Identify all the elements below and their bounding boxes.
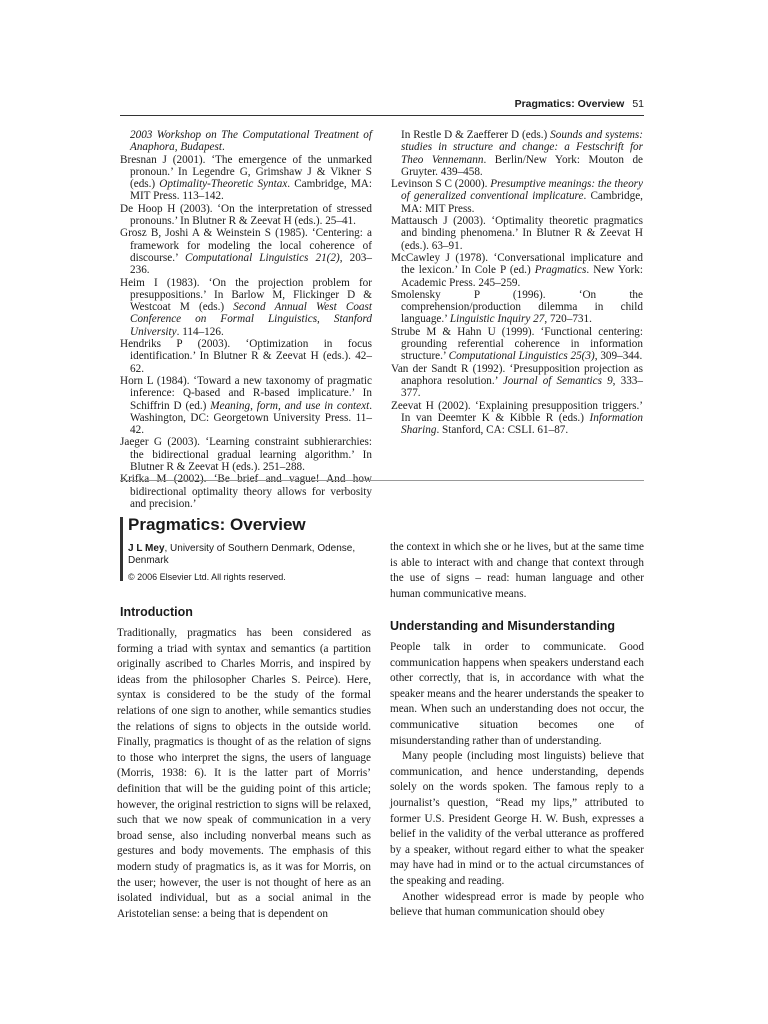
reference-text: McCawley J (1978). ‘Conversational implicature and the lexicon.’ In Cole P (ed.) [391, 251, 643, 277]
reference-text: Levinson S C (2000). [391, 178, 491, 191]
section-separator [120, 480, 644, 481]
reference-text: Zeevat H (2002). ‘Explaining presupposition triggers.’ In van Deemter K & Kibble R (eds.) [391, 399, 643, 424]
reference-entry [391, 289, 643, 326]
reference-text: Jaeger G (2003). ‘Learning constraint subhierarchies: the bidirectional gradual learning algorithm.’ In Blutner R & Zeevat H (eds.). 251–288. [120, 436, 372, 474]
reference-entry [391, 178, 643, 215]
author-line [128, 543, 378, 567]
reference-entry [120, 129, 372, 154]
reference-text: Van der Sandt R (1992). ‘Presupposition projection as anaphora resolution.’ [391, 362, 643, 387]
reference-italic-title: Computational Linguistics 25(3) [448, 350, 595, 363]
reference-entry [391, 400, 643, 437]
continuation-paragraph: the context in which she or he lives, but at the same time is able to interact with and change that context through the use of signs – read: human language and other human communicative means. [390, 541, 644, 600]
reference-text: Mattausch J (2003). ‘Optimality theoretic pragmatics and binding phenomena.’ In Blutner R & Zeevat H (eds.). 63–91. [391, 215, 643, 252]
reference-text: Smolensky P (1996). ‘On the comprehension/production dilemma in child language.’ [391, 288, 643, 326]
reference-italic-title: Linguistic Inquiry 27 [449, 313, 545, 326]
author-name: J L Mey [128, 543, 165, 554]
reference-italic-title: Computational Linguistics 21(2) [185, 251, 340, 264]
article-title: Pragmatics: Overview [128, 515, 306, 534]
reference-italic-title: 2003 Workshop on The Computational Treatment of Anaphora, Budapest [130, 129, 372, 154]
reference-text-end: . [221, 141, 225, 154]
reference-italic-title: Presumptive meanings: the theory of generalized conventional implicature [401, 178, 643, 203]
body-paragraph: Many people (including most linguists) believe that communication, and hence understanding, depends solely on the words spoken. The famous reply to a journalist’s question, “Read my lips,” attributed to former U.S. President George H. W. Bush, expresses a belief in the validity of the verbal utterance as proffered by a speaker, without regard either to what the speaker may have had in mind or to the actual circumstances of the speaking and reading. [390, 750, 644, 887]
reference-italic-title: Journal of Semantics 9 [502, 374, 613, 387]
reference-italic-title: Second Annual West Coast Conference on Formal Linguistics, Stanford University [130, 301, 372, 338]
reference-entry [120, 227, 372, 276]
copyright-notice: © 2006 Elsevier Ltd. All rights reserved. [128, 572, 286, 582]
reference-text-end: , 203–236. [130, 251, 372, 277]
reference-text: Krifka M (2002). ‘Be brief and vague! And how bidirectional optimality theory allows for verbosity and precision.’ [120, 473, 372, 510]
reference-text-end: , 333–377. [401, 374, 643, 400]
reference-text-end: . New York: Academic Press. 245–259. [401, 264, 643, 289]
references-left-column [120, 129, 372, 510]
reference-text: Bresnan J (2001). ‘The emergence of the unmarked pronoun.’ In Legendre G, Grimshaw J & Vikner S (eds.) [120, 153, 372, 191]
reference-text-end: . Berlin/New York: Mouton de Gruyter. 439–458. [401, 153, 643, 178]
author-affiliation: , University of Southern Denmark, Odense, Denmark [128, 543, 356, 566]
reference-text: Grosz B, Joshi A & Weinstein S (1985). ‘Centering: a framework for modeling the local coherence of discourse.’ [120, 227, 372, 264]
reference-text-end: , 309–344. [594, 350, 643, 363]
reference-entry [120, 277, 372, 338]
reference-italic-title: Pragmatics [534, 264, 587, 277]
reference-entry [391, 129, 643, 178]
understanding-heading: Understanding and Misunderstanding [390, 619, 616, 633]
references-right-column [391, 129, 643, 436]
reference-italic-title: Optimality-Theoretic Syntax [159, 178, 288, 191]
reference-entry [120, 338, 372, 375]
understanding-body [390, 640, 644, 921]
reference-text: In Restle D & Zaefferer D (eds.) [401, 129, 551, 141]
reference-entry [120, 203, 372, 228]
running-head [120, 98, 644, 110]
reference-text: De Hoop H (2003). ‘On the interpretation of stressed pronouns.’ In Blutner R & Zeevat H (eds.). 25–41. [120, 202, 372, 228]
running-head-title: Pragmatics: Overview [514, 98, 625, 110]
reference-text: Heim I (1983). ‘On the projection problem for presuppositions.’ In Barlow M, Flickinger D & Westcoat M (eds.) [120, 276, 372, 314]
body-paragraph: People talk in order to communicate. Good communication happens when speakers understand each other correctly, that is, in accordance with what the speaker means and the hearer understands the speaker to mean. When such an understanding does not occur, the communicative situation becomes one of misunderstanding rather than of understanding. [390, 641, 644, 747]
reference-text-end: . 114–126. [176, 325, 224, 338]
introduction-body [117, 626, 371, 922]
reference-text: Horn L (1984). ‘Toward a new taxonomy of pragmatic inference: Q-based and R-based implicature.’ In Schiffrin D (ed.) [120, 374, 372, 412]
reference-text: Hendriks P (2003). ‘Optimization in focus identification.’ In Blutner R & Zeevat H (eds.). 42–62. [120, 338, 372, 375]
reference-entry [120, 375, 372, 436]
reference-entry [391, 252, 643, 289]
reference-entry [120, 473, 372, 510]
reference-entry [391, 363, 643, 400]
reference-entry [120, 154, 372, 203]
reference-text: Strube M & Hahn U (1999). ‘Functional centering: grounding referential coherence in information structure.’ [391, 325, 643, 363]
page-number: 51 [632, 98, 644, 110]
reference-text-end: . Cambridge, MA: MIT Press. 113–142. [130, 178, 372, 203]
reference-entry [391, 326, 643, 363]
reference-text-end: . Cambridge, MA: MIT Press. [401, 190, 643, 215]
introduction-heading: Introduction [120, 605, 193, 619]
body-paragraph: Another widespread error is made by people who believe that human communication should obey [390, 890, 644, 919]
reference-entry [391, 215, 643, 252]
reference-text-end: , 720–731. [544, 313, 592, 326]
reference-italic-title: Sounds and systems: studies in structure and change: a Festschrift for Theo Vennemann [401, 129, 644, 166]
reference-entry [120, 436, 372, 473]
body-paragraph: Traditionally, pragmatics has been considered as forming a triad with syntax and semantics (a partition originally ascribed to Charles Morris, and inspired by ideas from the philosopher Charles S. Peirce). Here, syntax is considered to be the study of the formal relations of one sign to another, while semantics studies the relations of signs to objects in the outside world. Finally, pragmatics is thought of as the relation of signs to those who interpret the signs, the users of language (Morris, 1938: 6). It is the latter part of Morris’ definition that will be the guiding point of this article; however, the original restriction to signs will be relaxed, such that we now speak of communication in a very broad sense, also including nonverbal means such as gestures and body movements. The emphasis of this modern study of pragmatics is, as it was for Morris, on the user; however, the user is not thought of here as an isolated individual, but as a social animal in the Aristotelian sense: a being that is dependent on [117, 627, 371, 920]
reference-text-end: . Washington, DC: Georgetown University Press. 11–42. [130, 399, 373, 437]
header-rule [120, 115, 644, 116]
title-accent-bar [120, 517, 123, 581]
reference-italic-title: Meaning, form, and use in context [210, 399, 370, 412]
reference-italic-title: Information Sharing [401, 411, 643, 437]
reference-text-end: . Stanford, CA: CSLI. 61–87. [436, 424, 569, 437]
right-column-continuation [390, 540, 644, 602]
